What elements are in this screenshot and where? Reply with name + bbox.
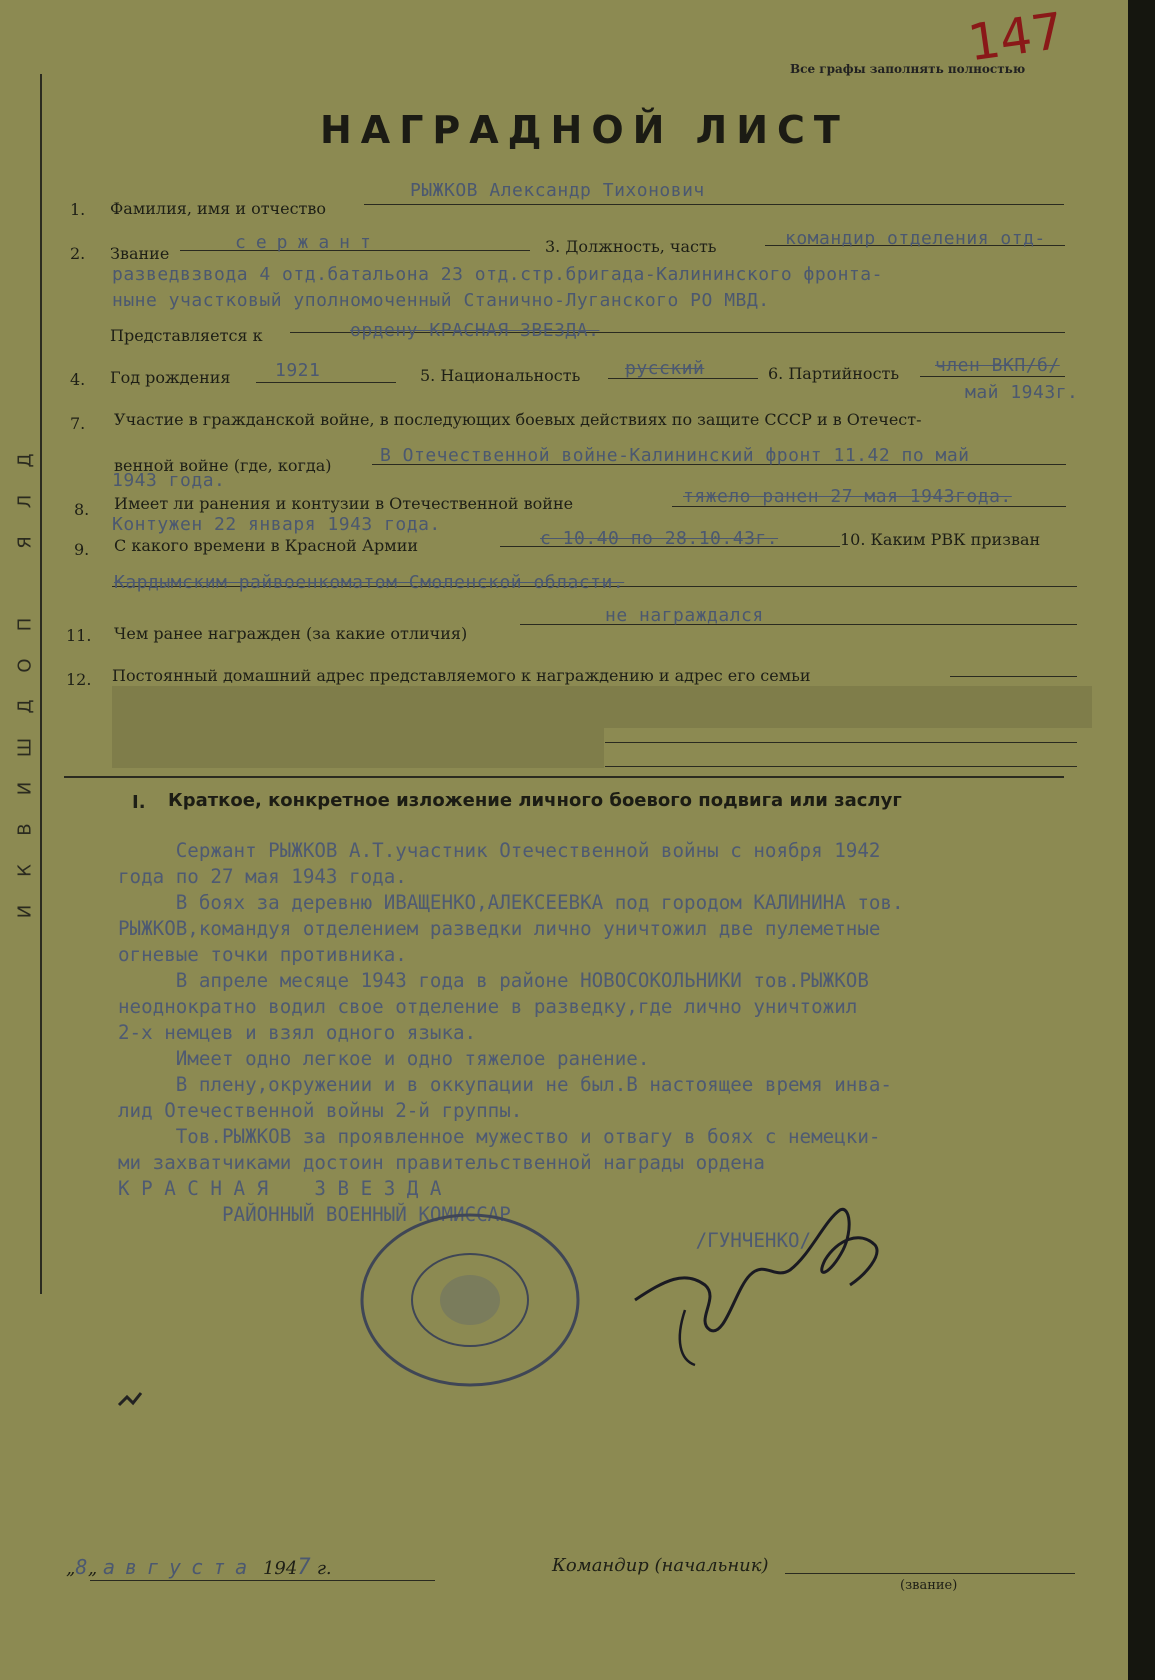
label-full-name: Фамилия, имя и отчество <box>110 199 327 218</box>
summary-line: Имеет одно легкое и одно тяжелое ранение. <box>118 1047 650 1070</box>
field-number: 4. <box>70 370 86 389</box>
field-number: 11. <box>66 626 92 645</box>
summary-line: РАЙОННЫЙ ВОЕННЫЙ КОМИССАР <box>118 1203 511 1226</box>
summary-title: Краткое, конкретное изложение личного боевого подвига или заслуг <box>168 790 902 811</box>
value-rank: сержант <box>235 232 381 253</box>
label-wounds: Имеет ли ранения и контузии в Отечественной войне <box>114 494 574 513</box>
summary-line: РЫЖКОВ,командуя отделением разведки лично уничтожил две пулеметные <box>118 917 881 940</box>
underline <box>256 382 396 383</box>
value-represented: ордену КРАСНАЯ ЗВЕЗДА. <box>350 320 600 341</box>
summary-line: В плену,окружении и в оккупации не был.В настоящее время инва- <box>118 1073 892 1096</box>
side-binding-text: Д Л Я П О Д Ш И В К И <box>14 453 36 919</box>
commander-label: Командир (начальник) <box>552 1555 769 1576</box>
summary-line: лид Отечественной войны 2-й группы. <box>118 1099 523 1122</box>
summary-line: огневые точки противника. <box>118 943 407 966</box>
signature <box>625 1190 895 1370</box>
underline <box>605 742 1077 743</box>
value-position-3: ныне участковый уполномоченный Станично-Луганского РО МВД. <box>112 290 770 311</box>
official-stamp <box>355 1205 595 1395</box>
underline <box>785 1573 1075 1574</box>
redacted-address-block <box>112 686 1092 728</box>
label-war-participation-2: венной войне (где, когда) <box>114 456 332 475</box>
value-position-2: разведвзвода 4 отд.батальона 23 отд.стр.бригада-Калининского фронта- <box>112 264 883 285</box>
value-nationality: русский <box>625 358 705 379</box>
field-number: 1. <box>70 200 86 219</box>
value-party-date: май 1943г. <box>965 382 1079 403</box>
label-nationality: 5. Национальность <box>420 366 581 385</box>
value-previous-awards: не награждался <box>605 605 764 626</box>
rank-caption: (звание) <box>900 1578 958 1593</box>
label-represented: Представляется к <box>110 326 263 345</box>
date-year-prefix: 194 <box>262 1558 298 1579</box>
summary-line: В боях за деревню ИВАЩЕНКО,АЛЕКСЕЕВКА под городом КАЛИНИНА тов. <box>118 891 904 914</box>
label-birth-year: Год рождения <box>110 368 231 387</box>
underline <box>364 204 1064 205</box>
date-month: августа <box>102 1555 258 1579</box>
summary-line: 2-х немцев и взял одного языка. <box>118 1021 477 1044</box>
summary-line: К Р А С Н А Я З В Е З Д А <box>118 1177 442 1200</box>
underline <box>950 676 1077 677</box>
scan-edge <box>1128 0 1155 1680</box>
section-number: I. <box>132 792 146 813</box>
field-number: 8. <box>74 500 90 519</box>
field-number: 7. <box>70 414 86 433</box>
value-birth-year: 1921 <box>275 360 321 381</box>
summary-line: Тов.РЫЖКОВ за проявленное мужество и отвагу в боях с немецки- <box>118 1125 881 1148</box>
summary-line: /ГУНЧЕНКО/ <box>118 1229 812 1252</box>
underline <box>920 376 1065 377</box>
field-number: 9. <box>74 540 90 559</box>
label-position: 3. Должность, часть <box>545 237 717 256</box>
value-party: член ВКП/б/ <box>935 355 1060 376</box>
date-day: 8 <box>75 1555 88 1579</box>
summary-text <box>118 838 1108 1254</box>
label-recruitment-office: 10. Каким РВК призван <box>840 530 1041 549</box>
summary-line: года по 27 мая 1943 года. <box>118 865 407 888</box>
value-war-participation-2: 1943 года. <box>112 470 226 491</box>
label-previous-awards: Чем ранее награжден (за какие отличия) <box>114 624 468 643</box>
summary-line: ми захватчиками достоин правительственной награды ордена <box>118 1151 765 1174</box>
fill-instruction: Все графы заполнять полностью <box>790 62 1026 76</box>
value-war-participation-1: В Отечественной войне-Калининский фронт 11.42 по май <box>380 445 970 466</box>
value-wounds-2: Контужен 22 января 1943 года. <box>112 514 441 535</box>
underline <box>520 624 1077 625</box>
underline <box>90 1580 435 1581</box>
value-position-1: командир отделения отд- <box>785 228 1046 249</box>
summary-line: В апреле месяце 1943 года в районе НОВОСОКОЛЬНИКИ тов.РЫЖКОВ <box>118 969 869 992</box>
value-army-since: с 10.40 по 28.10.43г. <box>540 528 779 549</box>
value-full-name: РЫЖКОВ Александр Тихонович <box>410 180 705 201</box>
value-recruitment-office: Кардымским райвоенкоматом Смоленской области. <box>114 572 625 593</box>
label-army-since: С какого времени в Красной Армии <box>114 536 419 555</box>
underline <box>605 766 1077 767</box>
margin-rule <box>40 74 42 1294</box>
section-divider <box>64 776 1064 778</box>
label-party: 6. Партийность <box>768 364 900 383</box>
summary-line: неоднократно водил свое отделение в разведку,где лично уничтожил <box>118 995 858 1018</box>
label-rank: Звание <box>110 244 170 263</box>
redacted-address-block <box>112 728 604 768</box>
summary-line: Сержант РЫЖКОВ А.Т.участник Отечественной войны с ноября 1942 <box>118 839 881 862</box>
page-title: НАГРАДНОЙ ЛИСТ <box>320 108 849 152</box>
date-line: „8„ августа 1947 г. <box>66 1555 332 1580</box>
value-wounds-1: тяжело ранен 27 мая 1943года. <box>683 486 1012 507</box>
archive-number: 147 <box>964 1 1068 73</box>
label-home-address: Постоянный домашний адрес представляемого к награждению и адрес его семьи <box>112 666 811 685</box>
punch-hole-icon <box>115 1385 145 1415</box>
label-war-participation: Участие в гражданской войне, в последующих боевых действиях по защите СССР и в Отечест- <box>114 410 922 429</box>
date-year-digit: 7 <box>297 1555 312 1580</box>
field-number: 12. <box>66 670 92 689</box>
field-number: 2. <box>70 244 86 263</box>
date-year-suffix: г. <box>316 1558 332 1579</box>
